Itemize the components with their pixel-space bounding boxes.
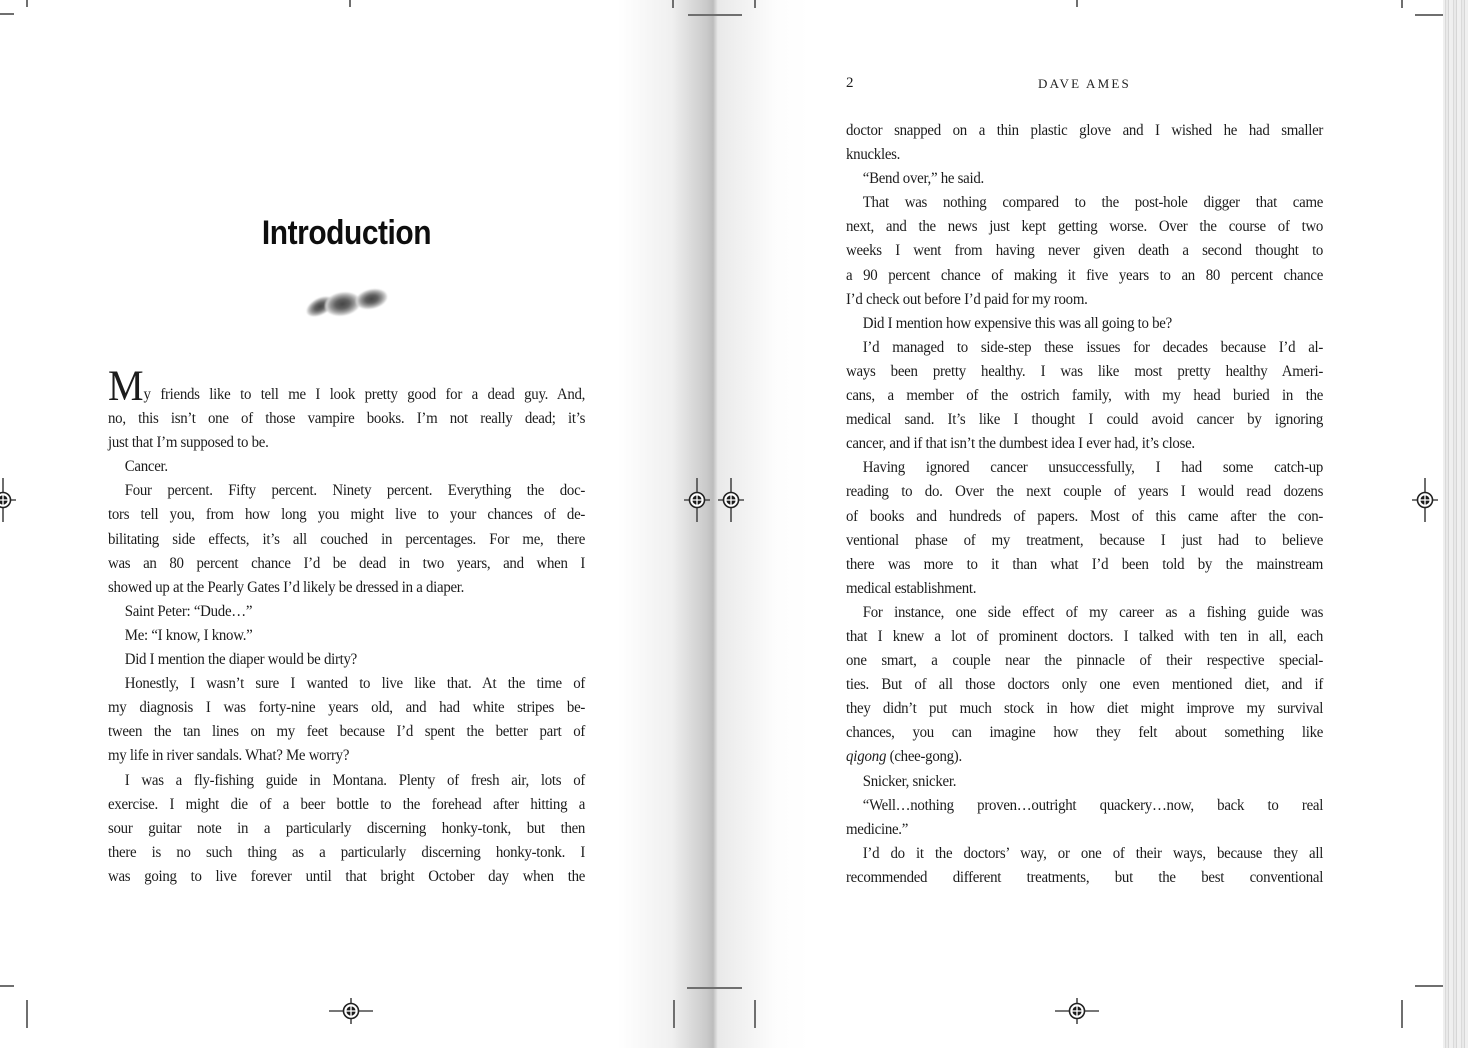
text-line: My friends like to tell me I look pretty good for a dead guy. And, [108,363,586,410]
spine-gutter-shadow [618,0,810,1048]
crop-mark [1415,14,1443,16]
text-line: showed up at the Pearly Gates I’d likely be dressed in a diaper. [108,578,465,596]
crop-mark [754,1000,756,1028]
text-line: “Bend over,” he said. [862,170,984,188]
page-number: 2 [846,75,854,91]
registration-mark-icon [684,478,710,527]
text-line: Honestly, I wasn’t sure I wanted to live like that. At the time of [124,675,586,693]
text-line: reading to do. Over the next couple of years I would read dozens [846,483,1324,501]
text-line: my diagnosis I was forty-nine years old, and had white stripes be- [108,699,586,717]
registration-mark-icon [1055,998,1099,1029]
text-line: ways been pretty healthy. I was like most pretty healthy Ameri- [846,362,1324,380]
text-line: sour guitar note in a particularly discerning honky-tonk, but then [108,819,586,837]
text-line: doctor snapped on a thin plastic glove and I wished he had smaller [846,122,1324,139]
text-line: one smart, a couple near the pinnacle of their respective special- [846,652,1324,670]
registration-mark-icon [0,478,16,527]
text-line: Saint Peter: “Dude…” [124,602,253,620]
text-line: chances, you can imagine how they felt about something like [846,724,1324,742]
text-line: medical sand. It’s like I thought I could avoid cancer by ignoring [846,411,1324,429]
pebble-icon [353,286,390,313]
crop-mark [0,13,14,15]
text-line: Me: “I know, I know.” [124,626,253,644]
running-head: DAVE AMES [1038,76,1131,91]
crop-mark [26,1000,28,1028]
text-line: just that I’m supposed to be. [108,434,269,452]
text-line: medical establishment. [846,579,977,597]
text-line: bilitating side effects, it’s all couched in percentages. For me, there [108,530,586,548]
chapter-title: Introduction [261,213,432,252]
text-line: Did I mention how expensive this was all going to be? [862,314,1172,332]
text-line: Cancer. [124,458,168,476]
text-line: weeks I went from having never given death a second thought to [846,242,1324,260]
text-line: knuckles. [846,146,901,164]
text-line: of books and hundreds of papers. Most of this came after the con- [846,507,1324,525]
drop-cap: M [108,363,144,410]
text-line: cans, a member of the ostrich family, with my head buried in the [846,387,1324,405]
registration-mark-icon [329,998,373,1029]
crop-mark [672,0,674,8]
text-line: tors tell you, from how long you might live to your chances of de- [108,506,586,524]
text-line: recommended different treatments, but the best conventional [846,868,1324,886]
text-line: qigong (chee-gong). [846,748,962,766]
crop-mark [349,0,351,7]
text-line: they didn’t put much stock in how diet might improve my survival [846,700,1324,718]
registration-mark-icon [718,478,744,527]
text-line: was an 80 percent chance I’d be dead in two years, and when I [108,554,586,572]
crop-mark [26,0,28,7]
text-line: Having ignored cancer unsuccessfully, I had some catch-up [862,459,1324,477]
registration-mark-icon [1412,478,1438,527]
text-line: Four percent. Fifty percent. Ninety percent. Everything the doc- [124,482,586,500]
crop-mark [673,1000,675,1028]
text-line: cancer, and if that isn’t the dumbest idea I ever had, it’s close. [846,435,1195,453]
left-page-body [108,363,621,889]
crop-mark [1401,1000,1403,1028]
text-line: I’d check out before I’d paid for my room. [846,290,1088,308]
text-line: Snicker, snicker. [862,772,957,790]
text-line: ventional phase of my treatment, because I just had to believe [846,531,1324,549]
text-line: next, and the news just kept getting worse. Over the course of two [846,218,1324,236]
crop-mark [1401,0,1403,8]
text-line: That was nothing compared to the post-hole digger that came [862,194,1324,212]
page-fore-edge [1443,0,1468,1048]
text-line: there was more to it than what I’d been told by the mainstream [846,555,1324,573]
text-line: tween the tan lines on my feet because I’d spent the better part of [108,723,586,741]
text-line: Did I mention the diaper would be dirty? [124,651,357,669]
text-line: I’d do it the doctors’ way, or one of their ways, because they all [862,844,1324,862]
text-line: that I knew a lot of prominent doctors. I talked with ten in all, each [846,627,1324,645]
text-line: “Well…nothing proven…outright quackery…now, back to real [862,796,1324,814]
right-page-body [846,119,1359,890]
text-line: a 90 percent chance of making it five years to an 80 percent chance [846,266,1324,284]
text-line: exercise. I might die of a beer bottle to the forehead after hitting a [108,795,586,813]
text-line: I was a fly-fishing guide in Montana. Plenty of fresh air, lots of [124,771,586,789]
crop-mark [754,0,756,8]
text-line: my life in river sandals. What? Me worry? [108,747,350,765]
three-pebbles-ornament-icon [305,288,387,324]
crop-mark [1415,985,1443,987]
text-line: there is no such thing as a particularly discerning honky-tonk. I [108,843,586,861]
text-line: was going to live forever until that bright October day when the [108,867,586,885]
text-line: I’d managed to side-step these issues for decades because I’d al- [862,338,1324,356]
crop-mark [687,987,742,989]
text-line: ties. But of all those doctors only one even mentioned diet, and if [846,676,1324,694]
crop-mark [0,985,14,987]
crop-mark [688,14,742,16]
text-line: For instance, one side effect of my career as a fishing guide was [862,603,1324,621]
crop-mark [1076,0,1078,7]
text-line: no, this isn’t one of those vampire books. I’m not really dead; it’s [108,410,586,428]
text-line: medicine.” [846,820,909,838]
